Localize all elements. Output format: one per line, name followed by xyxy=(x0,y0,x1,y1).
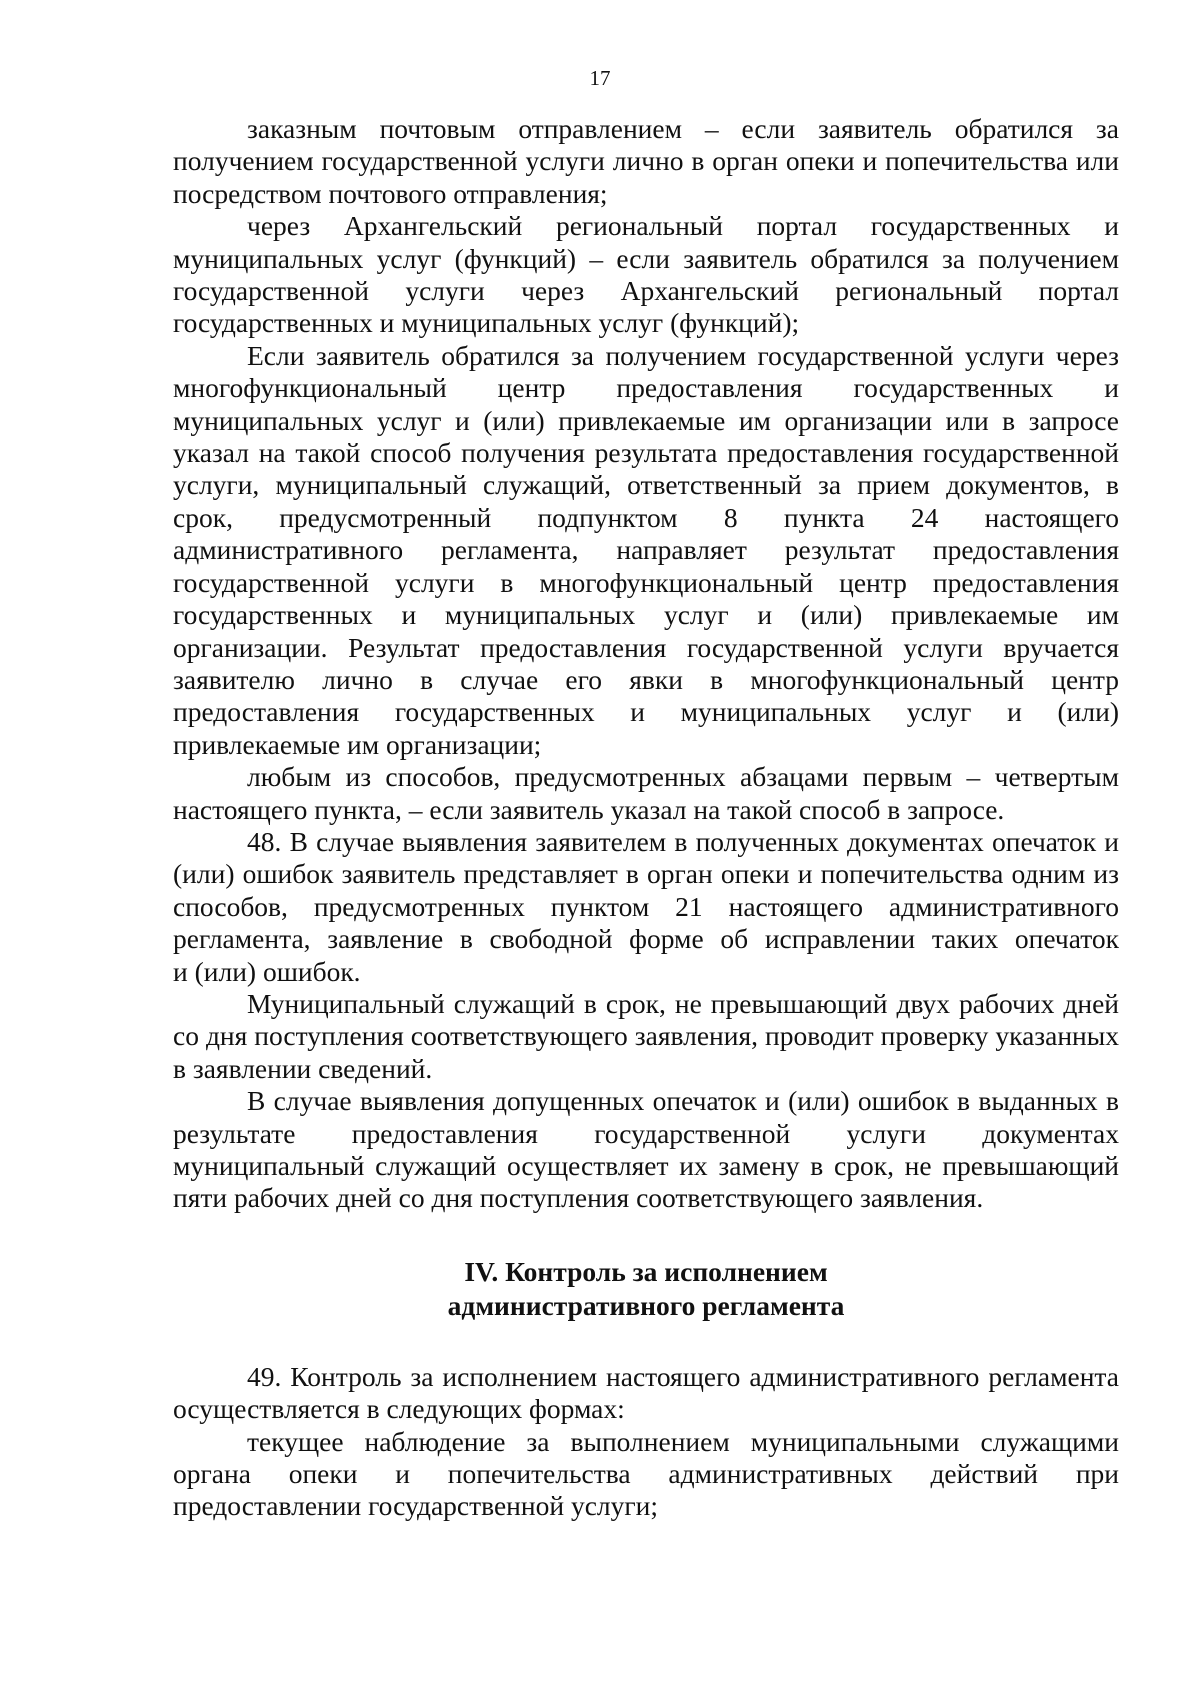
paragraph-delivery-any: любым из способов, предусмотренных абзацами первым – четвертым настоящего пункта, – если заявитель указал на такой способ в запросе. xyxy=(173,761,1119,825)
paragraph-delivery-mfc: Если заявитель обратился за получением государственной услуги через многофункциональный центр предоставления государственных и муниципальных услуг и (или) привлекаемые им организации или в запросе указал на такой способ получения результата предоставления государственной услуги, муниципальный служащий, ответственный за прием документов, в срок, предусмотренный подпунктом 8 пункта 24 настоящего административного регламента, направляет результат предоставления государственной услуги в многофункциональный центр предоставления государственных и муниципальных услуг и (или) привлекаемые им организации. Результат предоставления государственной услуги вручается заявителю лично в случае его явки в многофункциональный центр предоставления государственных и муниципальных услуг и (или) привлекаемые им организации; xyxy=(173,339,1119,760)
paragraph-delivery-portal: через Архангельский региональный портал государственных и муниципальных услуг (функций) – если заявитель обратился за получением государственной услуги через Архангельский региональный портал государственных и муниципальных услуг (функций); xyxy=(173,210,1119,339)
paragraph-item-48-tail: и (или) ошибок. xyxy=(173,955,361,987)
section-heading-line1: IV. Контроль за исполнением xyxy=(464,1255,828,1287)
section-heading-line2: административного регламента xyxy=(447,1289,845,1321)
paragraph-item-49: 49. Контроль за исполнением настоящего административного регламента осуществляется в следующих формах: xyxy=(173,1360,1119,1425)
paragraph-check-period: Муниципальный служащий в срок, не превышающий двух рабочих дней со дня поступления соответствующего заявления, проводит проверку указанных в заявлении сведений. xyxy=(173,987,1119,1084)
paragraph-item-48: 48. В случае выявления заявителем в полученных документах опечаток и (или) ошибок заявитель представляет в орган опеки и попечительства одним из способов, предусмотренных пунктом 21 настоящего административного регламента, заявление в свободной форме об исправлении таких опечаток xyxy=(173,825,1119,955)
document-body xyxy=(173,113,1119,1523)
paragraph-delivery-mail: заказным почтовым отправлением – если заявитель обратился за получением государственной услуги лично в орган опеки и попечительства или посредством почтового отправления; xyxy=(173,113,1119,209)
paragraph-replacement: В случае выявления допущенных опечаток и (или) ошибок в выданных в результате предоставления государственной услуги документах муниципальный служащий осуществляет их замену в срок, не превышающий пяти рабочих дней со дня поступления соответствующего заявления. xyxy=(173,1085,1119,1214)
page-number: 17 xyxy=(589,66,611,90)
section-heading xyxy=(173,1255,1119,1323)
paragraph-current-monitoring: текущее наблюдение за выполнением муниципальными служащими органа опеки и попечительства административных действий при предоставлении государственной услуги; xyxy=(173,1425,1119,1522)
